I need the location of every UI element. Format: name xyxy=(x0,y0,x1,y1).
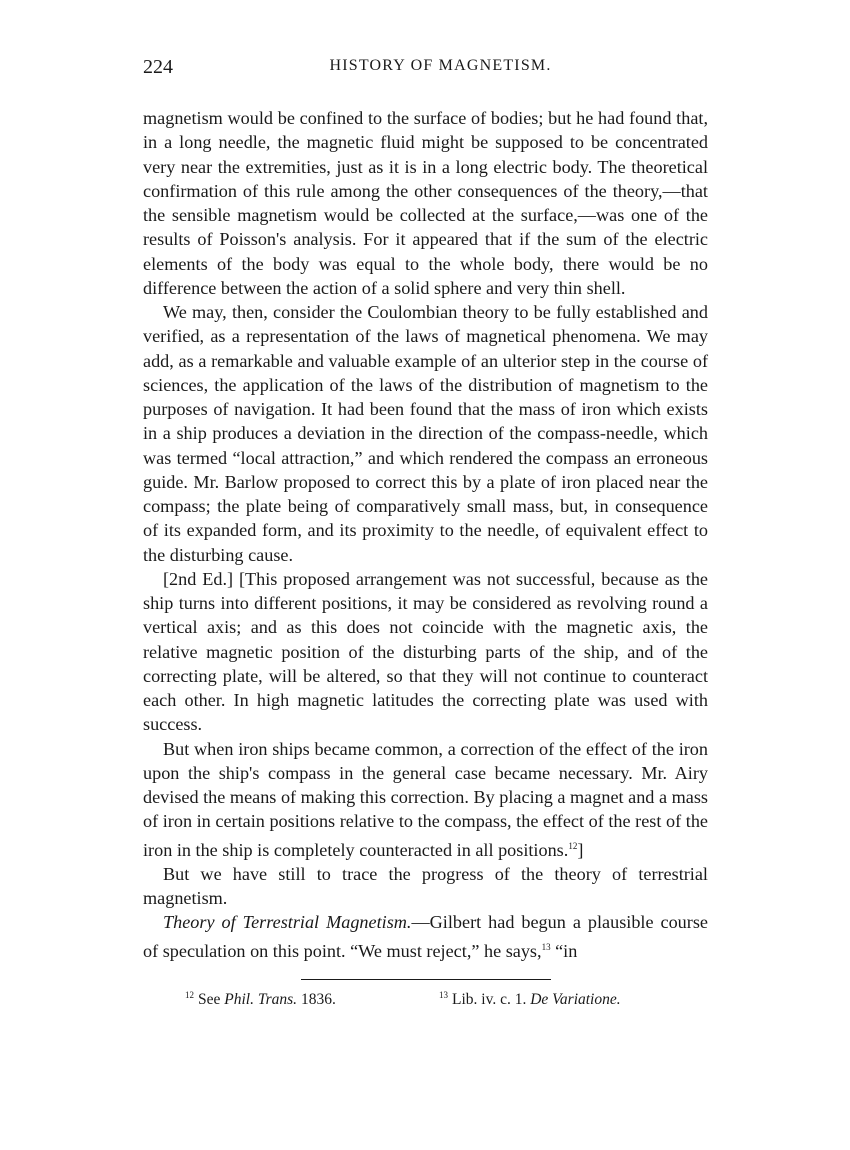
body-text xyxy=(143,106,708,963)
footnote-title: De Variatione. xyxy=(530,991,621,1009)
paragraph-text: But when iron ships became common, a correction of the effect of the iron upon the ship's compass in the general case became necessary. Mr. Airy devised the means of making this correction. By placing a magnet and a mass of iron in certain positions relative to the compass, the effect of the rest of the iron in the ship is completely counteracted in all positions. xyxy=(143,738,708,860)
section-heading: Theory of Terrestrial Magnetism. xyxy=(163,912,412,933)
paragraph: [2nd Ed.] [This proposed arrangement was not successful, because as the ship turns into different positions, it may be considered as revolving round a vertical axis; and as this does not coincide with the magnetic axis, the relative magnetic position of the disturbing parts of the ship, and of the correcting plate, will be altered, so that they will not continue to counteract each other. In high magnetic latitudes the correcting plate was used with success. xyxy=(143,568,708,735)
footnote-year: 1836. xyxy=(297,991,336,1009)
footnote-12 xyxy=(185,990,336,1009)
footnote-text: See xyxy=(198,991,225,1009)
paragraph: But we have still to trace the progress of the theory of terrestrial magnetism. xyxy=(143,863,708,909)
paragraph xyxy=(143,910,708,963)
footnote-text: Lib. iv. c. 1. xyxy=(452,991,531,1009)
paragraph: We may, then, consider the Coulombian theory to be fully established and verified, as a representation of the laws of magnetical phenomena. We may add, as a remarkable and valuable example of an ulterior step in the course of sciences, the application of the laws of the distribution of magnetism to the purposes of navigation. It had been found that the mass of iron which exists in a ship produces a deviation in the direction of the compass-needle, which was termed “local attraction,” and which rendered the compass an erroneous guide. Mr. Barlow proposed to correct this by a plate of iron placed near the compass; the plate being of comparatively small mass, but, in consequence of its expanded form, and its proximity to the needle, of equivalent effect to the disturbing cause. xyxy=(143,302,708,565)
footnote-mark: 12 xyxy=(185,989,194,1000)
bracket-close: ] xyxy=(577,839,584,860)
footnote-title: Phil. Trans. xyxy=(224,991,298,1009)
paragraph-text: —Gilbert had begun a plausible course of speculation on this point. “We must reject,” he says, xyxy=(143,912,708,961)
running-title: HISTORY OF MAGNETISM. xyxy=(329,57,552,74)
footnotes xyxy=(143,990,708,1016)
footnote-ref-13[interactable]: 13 xyxy=(541,941,551,952)
footnote-divider xyxy=(301,979,551,980)
paragraph xyxy=(143,737,708,862)
page-header xyxy=(143,56,708,86)
footnote-mark: 13 xyxy=(439,989,448,1000)
paragraph-end: “in xyxy=(550,940,578,961)
footnote-13 xyxy=(439,990,621,1009)
footnote-ref-12[interactable]: 12 xyxy=(568,840,578,851)
book-page xyxy=(143,56,708,1016)
page-number: 224 xyxy=(143,56,173,78)
paragraph: magnetism would be confined to the surface of bodies; but he had found that, in a long needle, the magnetic fluid might be supposed to be concentrated very near the extremities, just as it is in a long electric body. The theoretical confirmation of this rule among the other consequences of the theory,—that the sensible magnetism would be collected at the surface,—was one of the results of Poisson's analysis. For it appeared that if the sum of the electric elements of the body was equal to the whole body, there would be no difference between the action of a solid sphere and very thin shell. xyxy=(143,108,708,298)
